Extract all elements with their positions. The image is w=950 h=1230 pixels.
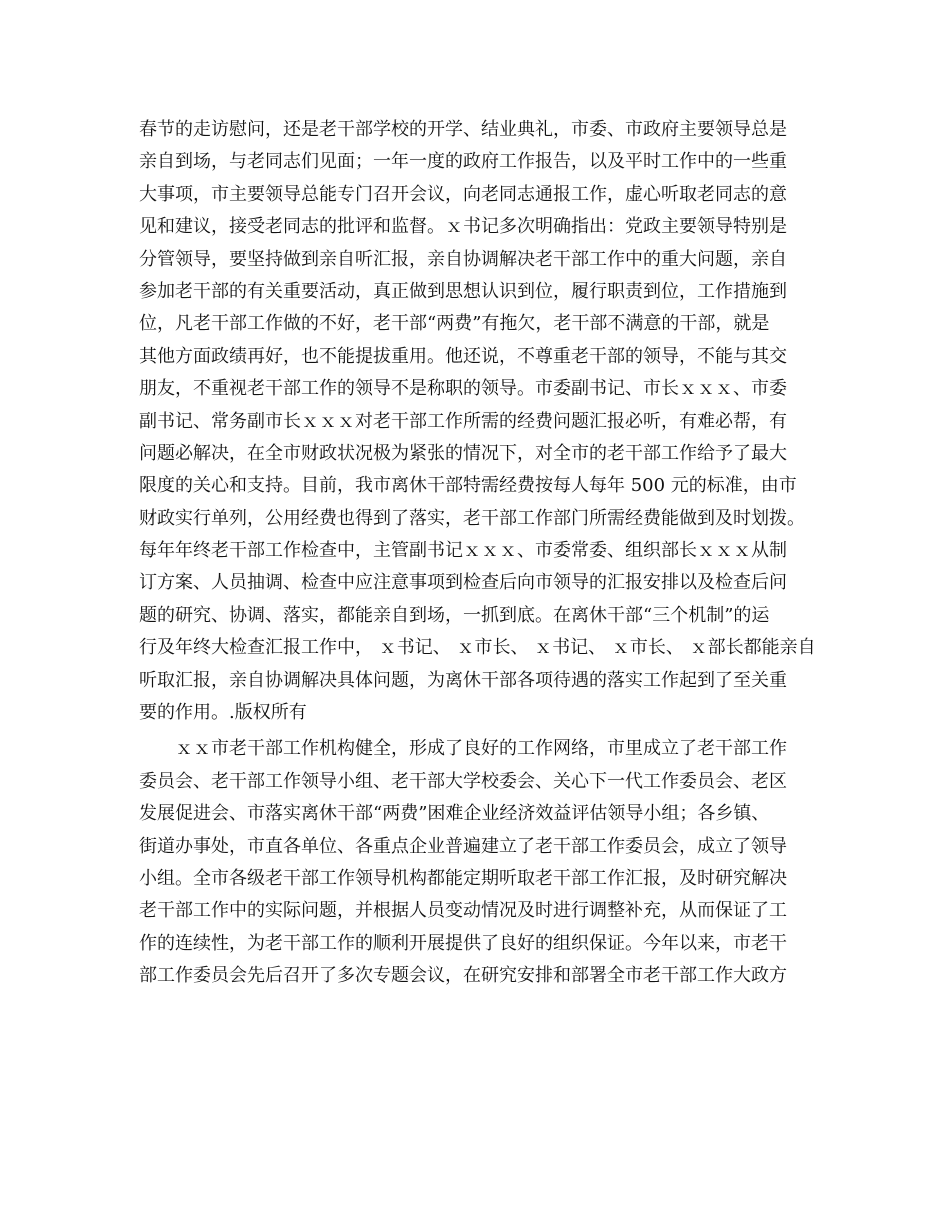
text-line: 委员会、老干部工作领导小组、老干部大学校委会、关心下一代工作委员会、老区 xyxy=(139,770,787,792)
paragraph xyxy=(139,114,821,729)
document-body xyxy=(139,114,821,993)
text-line: 见和建议，接受老同志的批评和监督。ｘ书记多次明确指出：党政主要领导特别是 xyxy=(139,216,787,238)
text-line: 行及年终大检查汇报工作中， ｘ书记、 ｘ市长、 ｘ书记、 ｘ市长、 ｘ部长都能亲自 xyxy=(139,637,816,659)
text-line: 亲自到场，与老同志们见面；一年一度的政府工作报告，以及平时工作中的一些重 xyxy=(139,151,787,173)
text-line: 听取汇报，亲自协调解决具体问题，为离休干部各项待遇的落实工作起到了至关重 xyxy=(139,669,787,691)
text-line: 副书记、常务副市长ｘｘｘ对老干部工作所需的经费问题汇报必听，有难必帮，有 xyxy=(139,410,787,432)
text-line: 要的作用。.版权所有 xyxy=(139,702,307,724)
text-line: 小组。全市各级老干部工作领导机构都能定期听取老干部工作汇报，及时研究解决 xyxy=(139,867,787,889)
text-line: 街道办事处，市直各单位、各重点企业普遍建立了老干部工作委员会，成立了领导 xyxy=(139,835,787,857)
text-line: 春节的走访慰问，还是老干部学校的开学、结业典礼，市委、市政府主要领导总是 xyxy=(139,119,787,140)
paragraph xyxy=(139,733,821,992)
text-line: 部工作委员会先后召开了多次专题会议，在研究安排和部署全市老干部工作大政方 xyxy=(139,965,787,987)
text-line: 问题必解决，在全市财政状况极为紧张的情况下，对全市的老干部工作给予了最大 xyxy=(139,442,787,464)
text-line: 限度的关心和支持。目前，我市离休干部特需经费按每人每年 500 元的标准，由市 xyxy=(139,475,797,497)
text-line: 大事项，市主要领导总能专门召开会议，向老同志通报工作，虚心听取老同志的意 xyxy=(139,183,787,205)
text-line: 每年年终老干部工作检查中，主管副书记ｘｘｘ、市委常委、组织部长ｘｘｘ从制 xyxy=(139,540,787,562)
text-line: 朋友，不重视老干部工作的领导不是称职的领导。市委副书记、市长ｘｘｘ、市委 xyxy=(139,378,787,400)
text-line: ｘｘ市老干部工作机构健全，形成了良好的工作网络，市里成立了老干部工作 xyxy=(139,738,787,760)
text-line: 参加老干部的有关重要活动，真正做到思想认识到位，履行职责到位，工作措施到 xyxy=(139,280,787,302)
text-line: 分管领导，要坚持做到亲自听汇报，亲自协调解决老干部工作中的重大问题，亲自 xyxy=(139,248,787,270)
text-line: 位，凡老干部工作做的不好，老干部“两费”有拖欠，老干部不满意的干部，就是 xyxy=(139,313,770,335)
text-line: 财政实行单列，公用经费也得到了落实，老干部工作部门所需经费能做到及时划拨。 xyxy=(139,507,805,529)
text-line: 作的连续性，为老干部工作的顺利开展提供了良好的组织保证。今年以来，市老干 xyxy=(139,932,787,954)
text-line: 题的研究、协调、落实，都能亲自到场，一抓到底。在离休干部“三个机制”的运 xyxy=(139,604,770,626)
text-line: 发展促进会、市落实离休干部“两费”困难企业经济效益评估领导小组；各乡镇、 xyxy=(139,803,770,825)
text-line: 订方案、人员抽调、检查中应注意事项到检查后向市领导的汇报安排以及检查后问 xyxy=(139,572,787,594)
text-line: 其他方面政绩再好，也不能提拔重用。他还说，不尊重老干部的领导，不能与其交 xyxy=(139,345,787,367)
text-line: 老干部工作中的实际问题，并根据人员变动情况及时进行调整补充，从而保证了工 xyxy=(139,900,787,922)
